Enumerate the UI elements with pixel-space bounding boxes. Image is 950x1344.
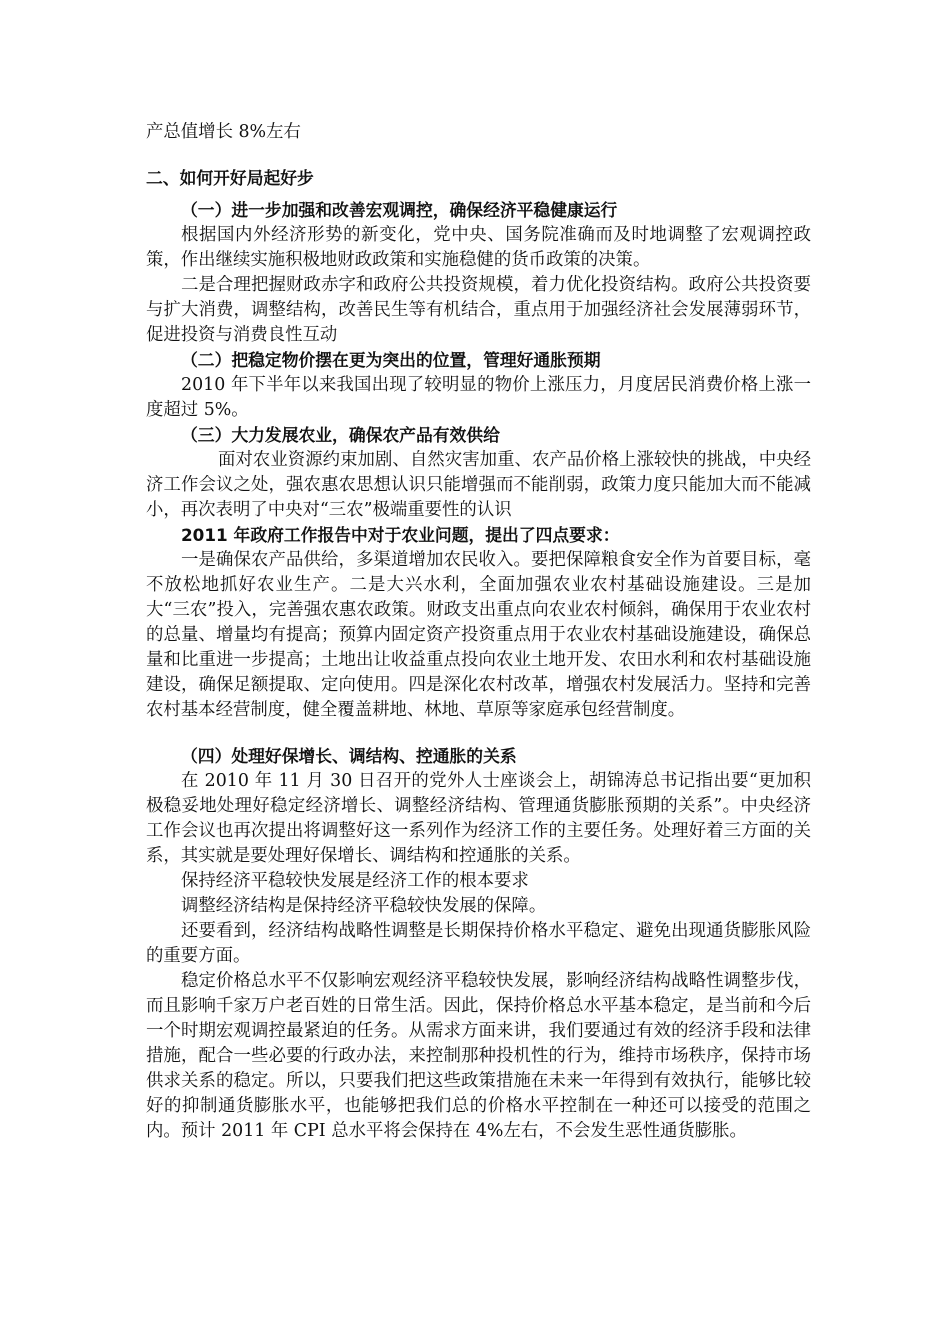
subsection-heading-3: （三）大力发展农业，确保农产品有效供给 [181, 425, 500, 445]
paragraph-1: 根据国内外经济形势的新变化，党中央、国务院准确而及时地调整了宏观调控政策，作出继续实施积极地财政政策和实施稳健的货币政策的决策。 [146, 225, 811, 270]
paragraph-3: 2010 年下半年以来我国出现了较明显的物价上涨压力，月度居民消费价格上涨一度超过 5%。 [146, 375, 811, 420]
paragraph-9: 调整经济结构是保持经济平稳较快发展的保障。 [181, 896, 547, 916]
paragraph-7: 在 2010 年 11 月 30 日召开的党外人士座谈会上，胡锦涛总书记指出要“更加积极稳妥地处理好稳定经济增长、调整经济结构、管理通货膨胀预期的关系”。中央经济工作会议也再次提出将调整好这一系列作为经济工作的主要任务。处理好着三方面的关系，其实就是要处理好保增长、调结构和控通胀的关系。 [146, 771, 811, 866]
paragraph-5-bold: 2011 年政府工作报告中对于农业问题，提出了四点要求： [181, 525, 620, 545]
subsection-heading-1: （一）进一步加强和改善宏观调控，确保经济平稳健康运行 [181, 200, 618, 220]
paragraph-6: 一是确保农产品供给，多渠道增加农民收入。要把保障粮食安全作为首要目标，毫不放松地抓好农业生产。二是大兴水利，全面加强农业农村基础设施建设。三是加大“三农”投入，完善强农惠农政策。财政支出重点向农业农村倾斜，确保用于农业农村的总量、增量均有提高；预算内固定资产投资重点用于农业农村基础设施建设，确保总量和比重进一步提高；土地出让收益重点投向农业土地开发、农田水利和农村基础设施建设，确保足额提取、定向使用。四是深化农村改革，增强农村发展活力。坚持和完善农村基本经营制度，健全覆盖耕地、林地、草原等家庭承包经营制度。 [146, 550, 811, 720]
subsection-heading-2: （二）把稳定物价摆在更为突出的位置，管理好通胀预期 [181, 350, 601, 370]
document-page [146, 120, 811, 1144]
paragraph-2: 二是合理把握财政赤字和政府公共投资规模，着力优化投资结构。政府公共投资要与扩大消费，调整结构，改善民生等有机结合，重点用于加强经济社会发展薄弱环节，促进投资与消费良性互动 [146, 275, 811, 345]
paragraph-10: 还要看到，经济结构战略性调整是长期保持价格水平稳定、避免出现通货膨胀风险的重要方面。 [146, 921, 811, 966]
paragraph-8: 保持经济平稳较快发展是经济工作的根本要求 [181, 871, 529, 891]
subsection-heading-4: （四）处理好保增长、调结构、控通胀的关系 [181, 746, 517, 766]
paragraph-intro: 产总值增长 8%左右 [146, 122, 301, 142]
paragraph-11: 稳定价格总水平不仅影响宏观经济平稳较快发展，影响经济结构战略性调整步伐，而且影响千家万户老百姓的日常生活。因此，保持价格总水平基本稳定，是当前和今后一个时期宏观调控最紧迫的任务。从需求方面来讲，我们要通过有效的经济手段和法律措施，配合一些必要的行政办法，来控制那种投机性的行为，维持市场秩序，保持市场供求关系的稳定。所以，只要我们把这些政策措施在未来一年得到有效执行，能够比较好的抑制通货膨胀水平，也能够把我们总的价格水平控制在一种还可以接受的范围之内。预计 2011 年 CPI 总水平将会保持在 4%左右，不会发生恶性通货膨胀。 [146, 971, 811, 1141]
section-heading: 二、如何开好局起好步 [146, 168, 314, 188]
paragraph-4: 面对农业资源约束加剧、自然灾害加重、农产品价格上涨较快的挑战，中央经济工作会议之处，强农惠农思想认识只能增强而不能削弱，政策力度只能加大而不能减小，再次表明了中央对“三农”极端重要性的认识 [146, 450, 811, 520]
